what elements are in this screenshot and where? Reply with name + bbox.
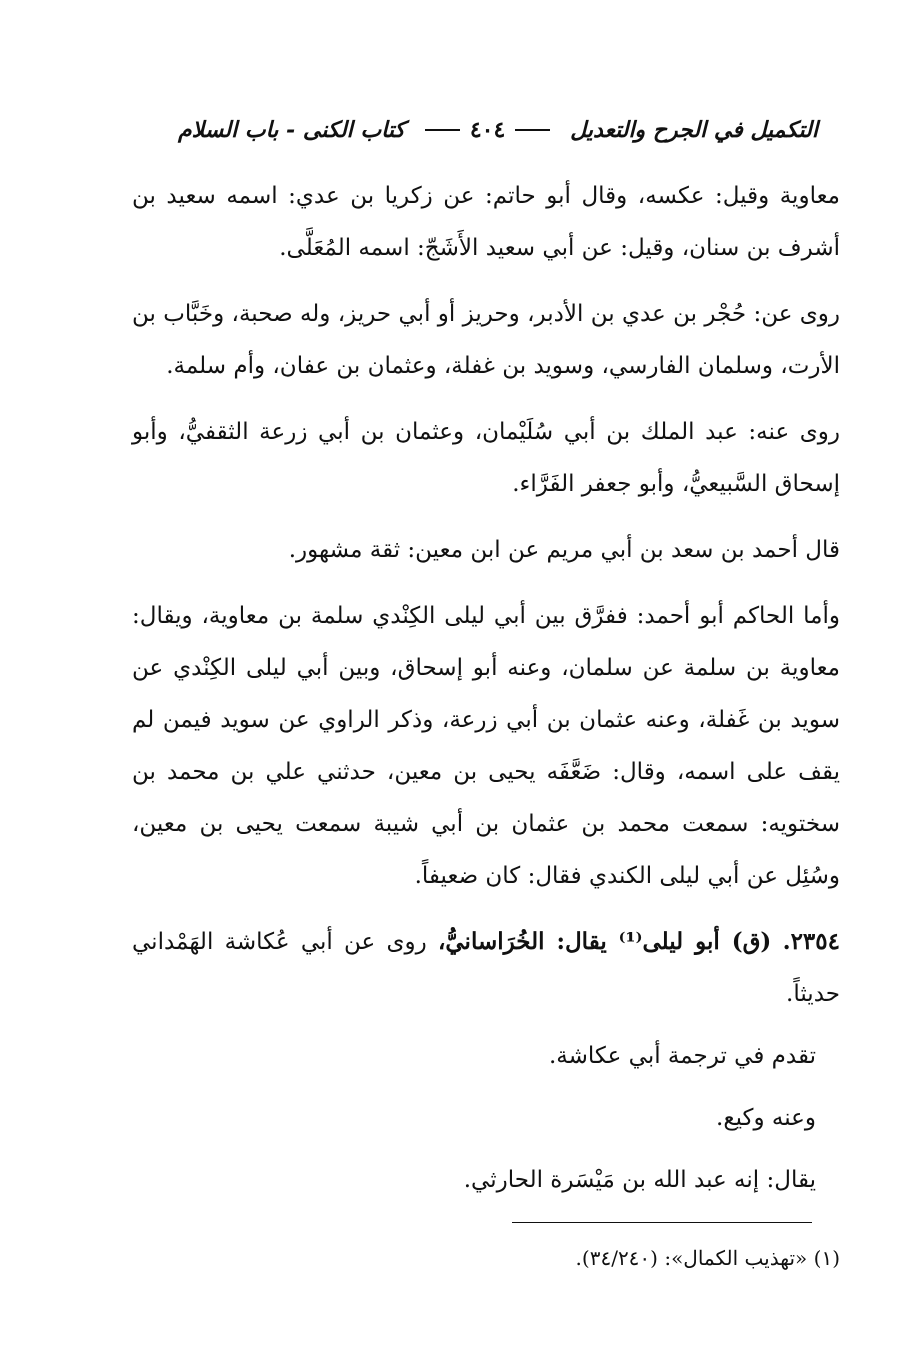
entry-text: روى عن أبي عُكاشة الهَمْداني حديثاً. xyxy=(132,929,840,1007)
paragraph: وأما الحاكم أبو أحمد: ففرَّق بين أبي ليلى الكِنْدي سلمة بن معاوية، ويقال: معاوية بن سلمة عن سلمان، وعنه أبو إسحاق، وبين أبي ليلى الكِنْدي عن سويد بن غَفلة، وعنه عثمان بن أبي زرعة، وذكر الراوي عن سويد فيمن لم يقف على اسمه، وقال: ضَعَّفَه يحيى بن معين، حدثني علي بن محمد بن سختويه: سمعت محمد بن عثمان بن أبي شيبة سمعت يحيى بن معين، وسُئِل عن أبي ليلى الكندي فقال: كان ضعيفاً. xyxy=(132,603,840,889)
paragraph: معاوية وقيل: عكسه، وقال أبو حاتم: عن زكريا بن عدي: اسمه سعيد بن أشرف بن سنان، وقيل: عن أبي سعيد الأَشَجّ: اسمه المُعَلَّى. xyxy=(132,183,840,261)
footnote: (١) «تهذيب الكمال»: (٣٤/٢٤٠). xyxy=(575,1246,840,1270)
paragraph: تقدم في ترجمة أبي عكاشة. xyxy=(548,1043,816,1069)
paragraph: روى عنه: عبد الملك بن أبي سُلَيْمان، وعثمان بن أبي زرعة الثقفيُّ، وأبو إسحاق السَّبيعيُّ، وأبو جعفر الفَرَّاء. xyxy=(132,419,840,497)
entry-number: ٢٣٥٤. xyxy=(782,928,840,955)
book-title: التكميل في الجرح والتعديل xyxy=(570,117,818,143)
header-divider xyxy=(515,129,550,131)
chapter-title: كتاب الكنى - باب السلام xyxy=(178,117,405,143)
paragraph: يقال: إنه عبد الله بن مَيْسَرة الحارثي. xyxy=(463,1167,816,1193)
page-number: ٤٠٤ xyxy=(469,117,506,143)
running-header xyxy=(178,108,818,152)
entry-heading: (ق) أبو ليلى⁽¹⁾ يقال: الخُرَاسانيُّ، xyxy=(437,928,772,955)
header-divider xyxy=(425,129,460,131)
paragraph: قال أحمد بن سعد بن أبي مريم عن ابن معين: ثقة مشهور. xyxy=(288,537,840,563)
footnote-divider xyxy=(512,1222,812,1223)
entry-paragraph xyxy=(132,916,840,1020)
paragraph: وعنه وكيع. xyxy=(716,1105,816,1131)
body-text xyxy=(132,170,840,1216)
paragraph: روى عن: حُجْر بن عدي بن الأدبر، وحريز أو أبي حريز، وله صحبة، وخَبَّاب بن الأرت، وسلمان الفارسي، وسويد بن غفلة، وعثمان بن عفان، وأم سلمة. xyxy=(132,301,840,379)
